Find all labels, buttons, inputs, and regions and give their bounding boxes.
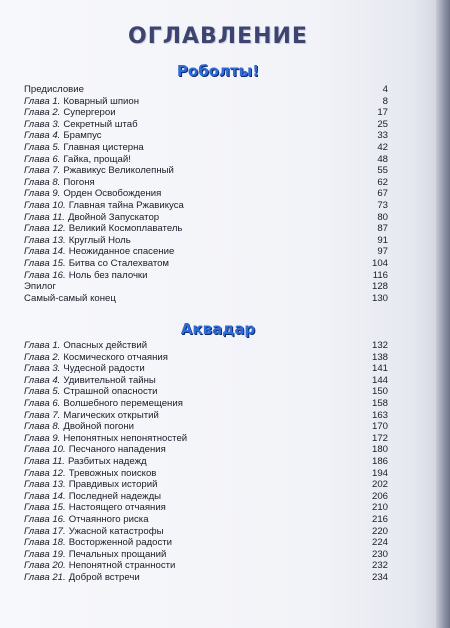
chapter-number: Глава 13. — [24, 479, 66, 491]
page-number: 202 — [371, 479, 388, 491]
chapter-title: Волшебного перемещения — [63, 397, 183, 409]
page-number: 141 — [371, 363, 388, 375]
toc-entry — [24, 410, 388, 422]
toc-entry — [24, 223, 388, 235]
page-number: 234 — [371, 571, 388, 583]
chapter-number: Глава 10. — [24, 199, 66, 211]
page-number: 17 — [377, 107, 388, 119]
chapter-title: Непонятных непонятностей — [63, 432, 188, 444]
toc-entry — [24, 502, 388, 514]
toc-entry — [24, 386, 388, 398]
chapter-number: Глава 14. — [24, 490, 66, 502]
chapter-number: Глава 6. — [24, 153, 61, 165]
chapter-title: Песчаного нападения — [68, 444, 166, 456]
page-number: 130 — [371, 292, 388, 304]
page-number: 132 — [371, 340, 388, 351]
page-number: 87 — [377, 223, 388, 235]
toc-entry — [24, 96, 388, 108]
page-number: 104 — [371, 257, 388, 269]
chapter-number: Глава 2. — [24, 107, 61, 119]
toc-entry — [24, 479, 388, 491]
chapter-title: Правдивых историй — [68, 479, 158, 491]
toc-entry — [24, 84, 388, 96]
chapter-number: Глава 3. — [24, 363, 61, 375]
toc-entry — [24, 340, 388, 352]
toc-entry — [24, 200, 388, 212]
chapter-title: Эпилог — [24, 281, 56, 293]
toc-entry — [24, 560, 388, 572]
toc-entry — [24, 549, 388, 561]
page-number: 144 — [371, 374, 388, 386]
chapter-title: Предисловие — [24, 84, 84, 95]
chapter-title: Восторженной радости — [68, 537, 173, 549]
chapter-number: Глава 13. — [24, 234, 66, 246]
toc-entry — [24, 246, 388, 258]
toc-entry — [24, 293, 388, 305]
toc-entry — [24, 235, 388, 247]
chapter-number: Глава 11. — [24, 211, 65, 223]
toc-entry — [24, 375, 388, 387]
chapter-title: Главная тайна Ржавикуса — [68, 199, 184, 211]
chapter-title: Супергерои — [63, 107, 116, 119]
page-number: 170 — [371, 421, 388, 433]
page-number: 210 — [371, 502, 388, 514]
chapter-number: Глава 7. — [24, 409, 61, 421]
page-number: 172 — [371, 432, 388, 444]
chapter-number: Глава 18. — [24, 537, 66, 549]
chapter-number: Глава 14. — [24, 246, 66, 258]
chapter-title: Брампус — [63, 130, 102, 142]
chapter-title: Удивительной тайны — [63, 374, 156, 386]
toc-entry — [24, 154, 388, 166]
toc-entry — [24, 491, 388, 503]
toc-entry — [24, 258, 388, 270]
chapter-number: Глава 5. — [24, 386, 61, 398]
page-number: 48 — [377, 153, 388, 165]
toc-entry — [24, 270, 388, 282]
chapter-title: Разбитых надежд — [67, 455, 147, 467]
chapter-number: Глава 10. — [24, 444, 66, 456]
chapter-title: Секретный штаб — [63, 118, 138, 130]
chapter-number: Глава 17. — [24, 525, 66, 537]
toc-entry — [24, 130, 388, 142]
chapter-title: Великий Космоплаватель — [68, 223, 183, 235]
toc-entry — [24, 281, 388, 293]
chapter-number: Глава 4. — [24, 374, 61, 386]
chapter-title: Отчаянного риска — [68, 513, 149, 525]
toc-entry — [24, 177, 388, 189]
chapter-title: Коварный шпион — [63, 95, 140, 107]
page-number: 220 — [371, 525, 388, 537]
page-number: 4 — [382, 84, 388, 95]
page-number: 42 — [377, 141, 388, 153]
page-number: 180 — [371, 444, 388, 456]
chapter-number: Глава 16. — [24, 513, 66, 525]
book-spine-edge — [436, 0, 450, 628]
chapter-title: Настоящего отчаяния — [68, 502, 166, 514]
chapter-number: Глава 9. — [24, 188, 61, 200]
toc-entry — [24, 352, 388, 364]
page-number: 55 — [377, 165, 388, 177]
section-title-akvadar: Аквадар — [180, 320, 256, 338]
chapter-title: Битва со Сталехватом — [68, 257, 170, 269]
toc-entry — [24, 468, 388, 480]
page-number: 194 — [371, 467, 388, 479]
chapter-title: Страшной опасности — [63, 386, 158, 398]
page-number: 73 — [377, 199, 388, 211]
chapter-title: Неожиданное спасение — [68, 246, 175, 258]
page-title: ОГЛАВЛЕНИЕ — [128, 24, 308, 49]
toc-entry — [24, 433, 388, 445]
chapter-number: Глава 8. — [24, 176, 61, 188]
chapter-number: Глава 1. — [24, 95, 61, 107]
page-number: 138 — [371, 351, 388, 363]
page-number: 216 — [371, 513, 388, 525]
toc-entry — [24, 212, 388, 224]
toc-entry — [24, 456, 388, 468]
page-number: 232 — [371, 560, 388, 572]
chapter-number: Глава 11. — [24, 455, 65, 467]
chapter-number: Глава 15. — [24, 257, 66, 269]
chapter-number: Глава 12. — [24, 223, 66, 235]
page-number: 91 — [377, 234, 388, 246]
chapter-number: Глава 6. — [24, 397, 61, 409]
page-number: 8 — [382, 95, 388, 107]
chapter-title: Последней надежды — [68, 490, 162, 502]
chapter-title: Магических открытий — [63, 409, 159, 421]
chapter-title: Главная цистерна — [63, 141, 144, 153]
chapter-number: Глава 16. — [24, 269, 66, 281]
chapter-title: Ужасной катастрофы — [68, 525, 164, 537]
section-title-robolty: Роболты! — [176, 62, 260, 80]
toc-entry — [24, 363, 388, 375]
page-number: 128 — [371, 281, 388, 293]
chapter-number: Глава 1. — [24, 340, 61, 351]
toc-entry — [24, 119, 388, 131]
chapter-title: Круглый Ноль — [68, 234, 131, 246]
chapter-number: Глава 21. — [24, 571, 66, 583]
chapter-number: Глава 8. — [24, 421, 61, 433]
toc-entry — [24, 398, 388, 410]
chapter-number: Глава 5. — [24, 141, 61, 153]
page-number: 150 — [371, 386, 388, 398]
toc-entry — [24, 526, 388, 538]
toc-section-robolty — [24, 84, 388, 304]
chapter-number: Глава 9. — [24, 432, 61, 444]
chapter-title: Доброй встречи — [68, 571, 140, 583]
chapter-number: Глава 15. — [24, 502, 66, 514]
toc-entry — [24, 444, 388, 456]
page-number: 67 — [377, 188, 388, 200]
page-number: 62 — [377, 176, 388, 188]
chapter-title: Опасных действий — [63, 340, 148, 351]
toc-entry — [24, 165, 388, 177]
chapter-title: Погоня — [63, 176, 95, 188]
page-number: 224 — [371, 537, 388, 549]
chapter-title: Печальных прощаний — [68, 548, 167, 560]
chapter-title: Двойной Запускатор — [67, 211, 160, 223]
toc-entry — [24, 421, 388, 433]
page-number: 230 — [371, 548, 388, 560]
page-number: 206 — [371, 490, 388, 502]
chapter-title: Орден Освобождения — [63, 188, 162, 200]
chapter-number: Глава 12. — [24, 467, 66, 479]
chapter-title: Ноль без палочки — [68, 269, 148, 281]
toc-entry — [24, 107, 388, 119]
toc-section-akvadar — [24, 340, 388, 583]
chapter-title: Самый-самый конец — [24, 292, 116, 304]
page-number: 116 — [372, 269, 388, 281]
toc-entry — [24, 572, 388, 584]
chapter-title: Гайка, прощай! — [63, 153, 131, 165]
page-number: 158 — [371, 397, 388, 409]
chapter-number: Глава 19. — [24, 548, 66, 560]
chapter-number: Глава 2. — [24, 351, 61, 363]
chapter-title: Двойной погони — [63, 421, 134, 433]
chapter-number: Глава 7. — [24, 165, 61, 177]
chapter-title: Непонятной странности — [68, 560, 176, 572]
page-number: 186 — [371, 455, 388, 467]
page-number: 163 — [371, 409, 388, 421]
page-number: 25 — [377, 118, 388, 130]
chapter-number: Глава 20. — [24, 560, 66, 572]
chapter-title: Тревожных поисков — [68, 467, 157, 479]
chapter-title: Чудесной радости — [63, 363, 145, 375]
chapter-number: Глава 3. — [24, 118, 61, 130]
page-number: 97 — [377, 246, 388, 258]
chapter-title: Ржавикус Великолепный — [63, 165, 174, 177]
toc-entry — [24, 188, 388, 200]
toc-entry — [24, 514, 388, 526]
toc-entry — [24, 142, 388, 154]
page-number: 33 — [377, 130, 388, 142]
chapter-number: Глава 4. — [24, 130, 61, 142]
chapter-title: Космического отчаяния — [63, 351, 168, 363]
toc-entry — [24, 537, 388, 549]
page-number: 80 — [377, 211, 388, 223]
